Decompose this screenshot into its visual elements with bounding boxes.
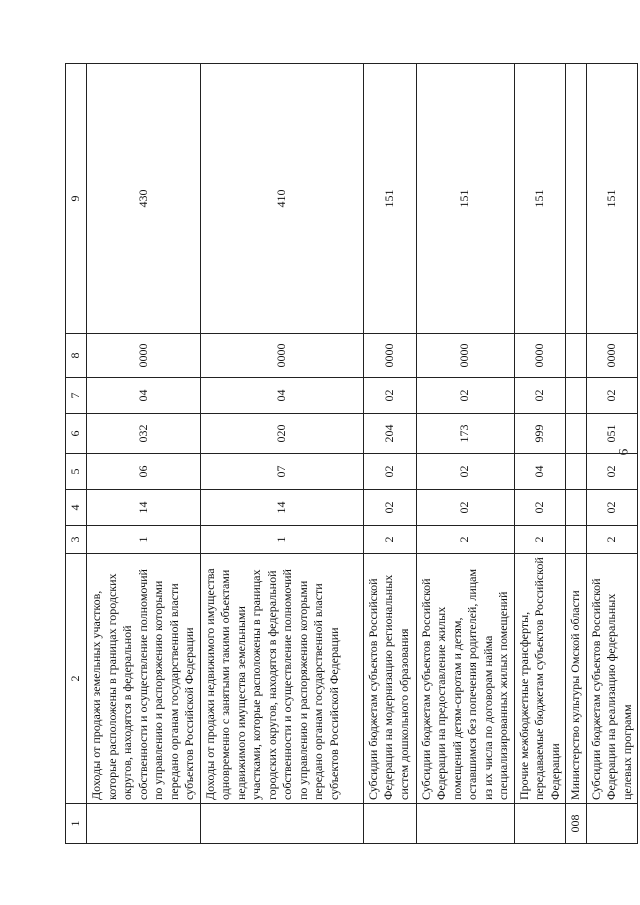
program-code-cell: 0000	[363, 334, 416, 378]
subarticle-code-cell	[566, 414, 587, 454]
description-cell: Субсидии бюджетам субъектов Российской Федерации на реализацию федеральных целевых программ	[586, 554, 638, 804]
subgroup-code-cell	[566, 490, 587, 526]
budget-revenue-table-sheet	[65, 64, 634, 844]
element-code-cell: 02	[363, 378, 416, 414]
economic-class-code-cell: 151	[586, 64, 638, 334]
subarticle-code-cell: 173	[416, 414, 514, 454]
description-cell: Министерство культуры Омской области	[566, 554, 587, 804]
admin-code-cell	[416, 804, 514, 844]
admin-code-cell	[586, 804, 638, 844]
economic-class-code-cell	[566, 64, 587, 334]
header-col-6: 6	[66, 414, 87, 454]
admin-code-cell	[200, 804, 363, 844]
economic-class-code-cell: 430	[87, 64, 201, 334]
program-code-cell: 0000	[200, 334, 363, 378]
article-code-cell: 06	[87, 454, 201, 490]
table-row	[200, 64, 363, 844]
description-cell: Доходы от продажи недвижимого имущества одновременно с занятыми такими объектами недвижимого имущества земельными участками, которые расположены в границах городских округов, находятся в федеральной собственности и осуществление полномочий по управлению и распоряжению которыми передано органам государственной власти субъектов Российской Федерации	[200, 554, 363, 804]
article-code-cell	[566, 454, 587, 490]
admin-code-cell	[514, 804, 566, 844]
budget-revenue-table	[65, 63, 638, 844]
subarticle-code-cell: 032	[87, 414, 201, 454]
subarticle-code-cell: 999	[514, 414, 566, 454]
element-code-cell: 04	[87, 378, 201, 414]
description-cell: Прочие межбюджетные трансферты, передаваемые бюджетам субъектов Российской Федерации	[514, 554, 566, 804]
header-col-8: 8	[66, 334, 87, 378]
element-code-cell: 02	[416, 378, 514, 414]
header-col-3: 3	[66, 526, 87, 554]
element-code-cell: 04	[200, 378, 363, 414]
table-row	[416, 64, 514, 844]
article-code-cell: 04	[514, 454, 566, 490]
element-code-cell	[566, 378, 587, 414]
table-header-row	[66, 64, 87, 844]
group-code-cell: 2	[514, 526, 566, 554]
table-row	[87, 64, 201, 844]
header-col-1: 1	[66, 804, 87, 844]
page-number: 9	[616, 448, 631, 456]
group-code-cell: 2	[363, 526, 416, 554]
group-code-cell	[566, 526, 587, 554]
program-code-cell: 0000	[87, 334, 201, 378]
header-col-2: 2	[66, 554, 87, 804]
description-cell: Субсидии бюджетам субъектов Российской Федерации на предоставление жилых помещений детям-сиротам и детям, оставшимся без попечения родителей, лицам из их числа по договорам найма специализированных жилых помещений	[416, 554, 514, 804]
program-code-cell: 0000	[586, 334, 638, 378]
table-row	[586, 64, 638, 844]
group-code-cell: 1	[87, 526, 201, 554]
table-row	[363, 64, 416, 844]
element-code-cell: 02	[514, 378, 566, 414]
header-col-9: 9	[66, 64, 87, 334]
table-row	[514, 64, 566, 844]
economic-class-code-cell: 151	[514, 64, 566, 334]
subgroup-code-cell: 02	[586, 490, 638, 526]
admin-code-cell: 008	[566, 804, 587, 844]
group-code-cell: 2	[416, 526, 514, 554]
economic-class-code-cell: 410	[200, 64, 363, 334]
article-code-cell: 07	[200, 454, 363, 490]
description-cell: Субсидии бюджетам субъектов Российской Федерации на модернизацию региональных систем дошкольного образования	[363, 554, 416, 804]
subgroup-code-cell: 14	[87, 490, 201, 526]
header-col-4: 4	[66, 490, 87, 526]
economic-class-code-cell: 151	[416, 64, 514, 334]
economic-class-code-cell: 151	[363, 64, 416, 334]
admin-code-cell	[363, 804, 416, 844]
program-code-cell: 0000	[416, 334, 514, 378]
description-cell: Доходы от продажи земельных участков, которые расположены в границах городских округов, находятся в федеральной собственности и осуществление полномочий по управлению и распоряжению которыми передано органам государственной власти субъектов Российской Федерации	[87, 554, 201, 804]
group-code-cell: 1	[200, 526, 363, 554]
subgroup-code-cell: 14	[200, 490, 363, 526]
article-code-cell: 02	[416, 454, 514, 490]
program-code-cell: 0000	[514, 334, 566, 378]
admin-code-cell	[87, 804, 201, 844]
subgroup-code-cell: 02	[514, 490, 566, 526]
subarticle-code-cell: 204	[363, 414, 416, 454]
subarticle-code-cell: 051	[586, 414, 638, 454]
subgroup-code-cell: 02	[363, 490, 416, 526]
subarticle-code-cell: 020	[200, 414, 363, 454]
subgroup-code-cell: 02	[416, 490, 514, 526]
group-code-cell: 2	[586, 526, 638, 554]
article-code-cell: 02	[586, 454, 638, 490]
header-col-7: 7	[66, 378, 87, 414]
article-code-cell: 02	[363, 454, 416, 490]
header-col-5: 5	[66, 454, 87, 490]
table-row	[566, 64, 587, 844]
element-code-cell: 02	[586, 378, 638, 414]
program-code-cell	[566, 334, 587, 378]
